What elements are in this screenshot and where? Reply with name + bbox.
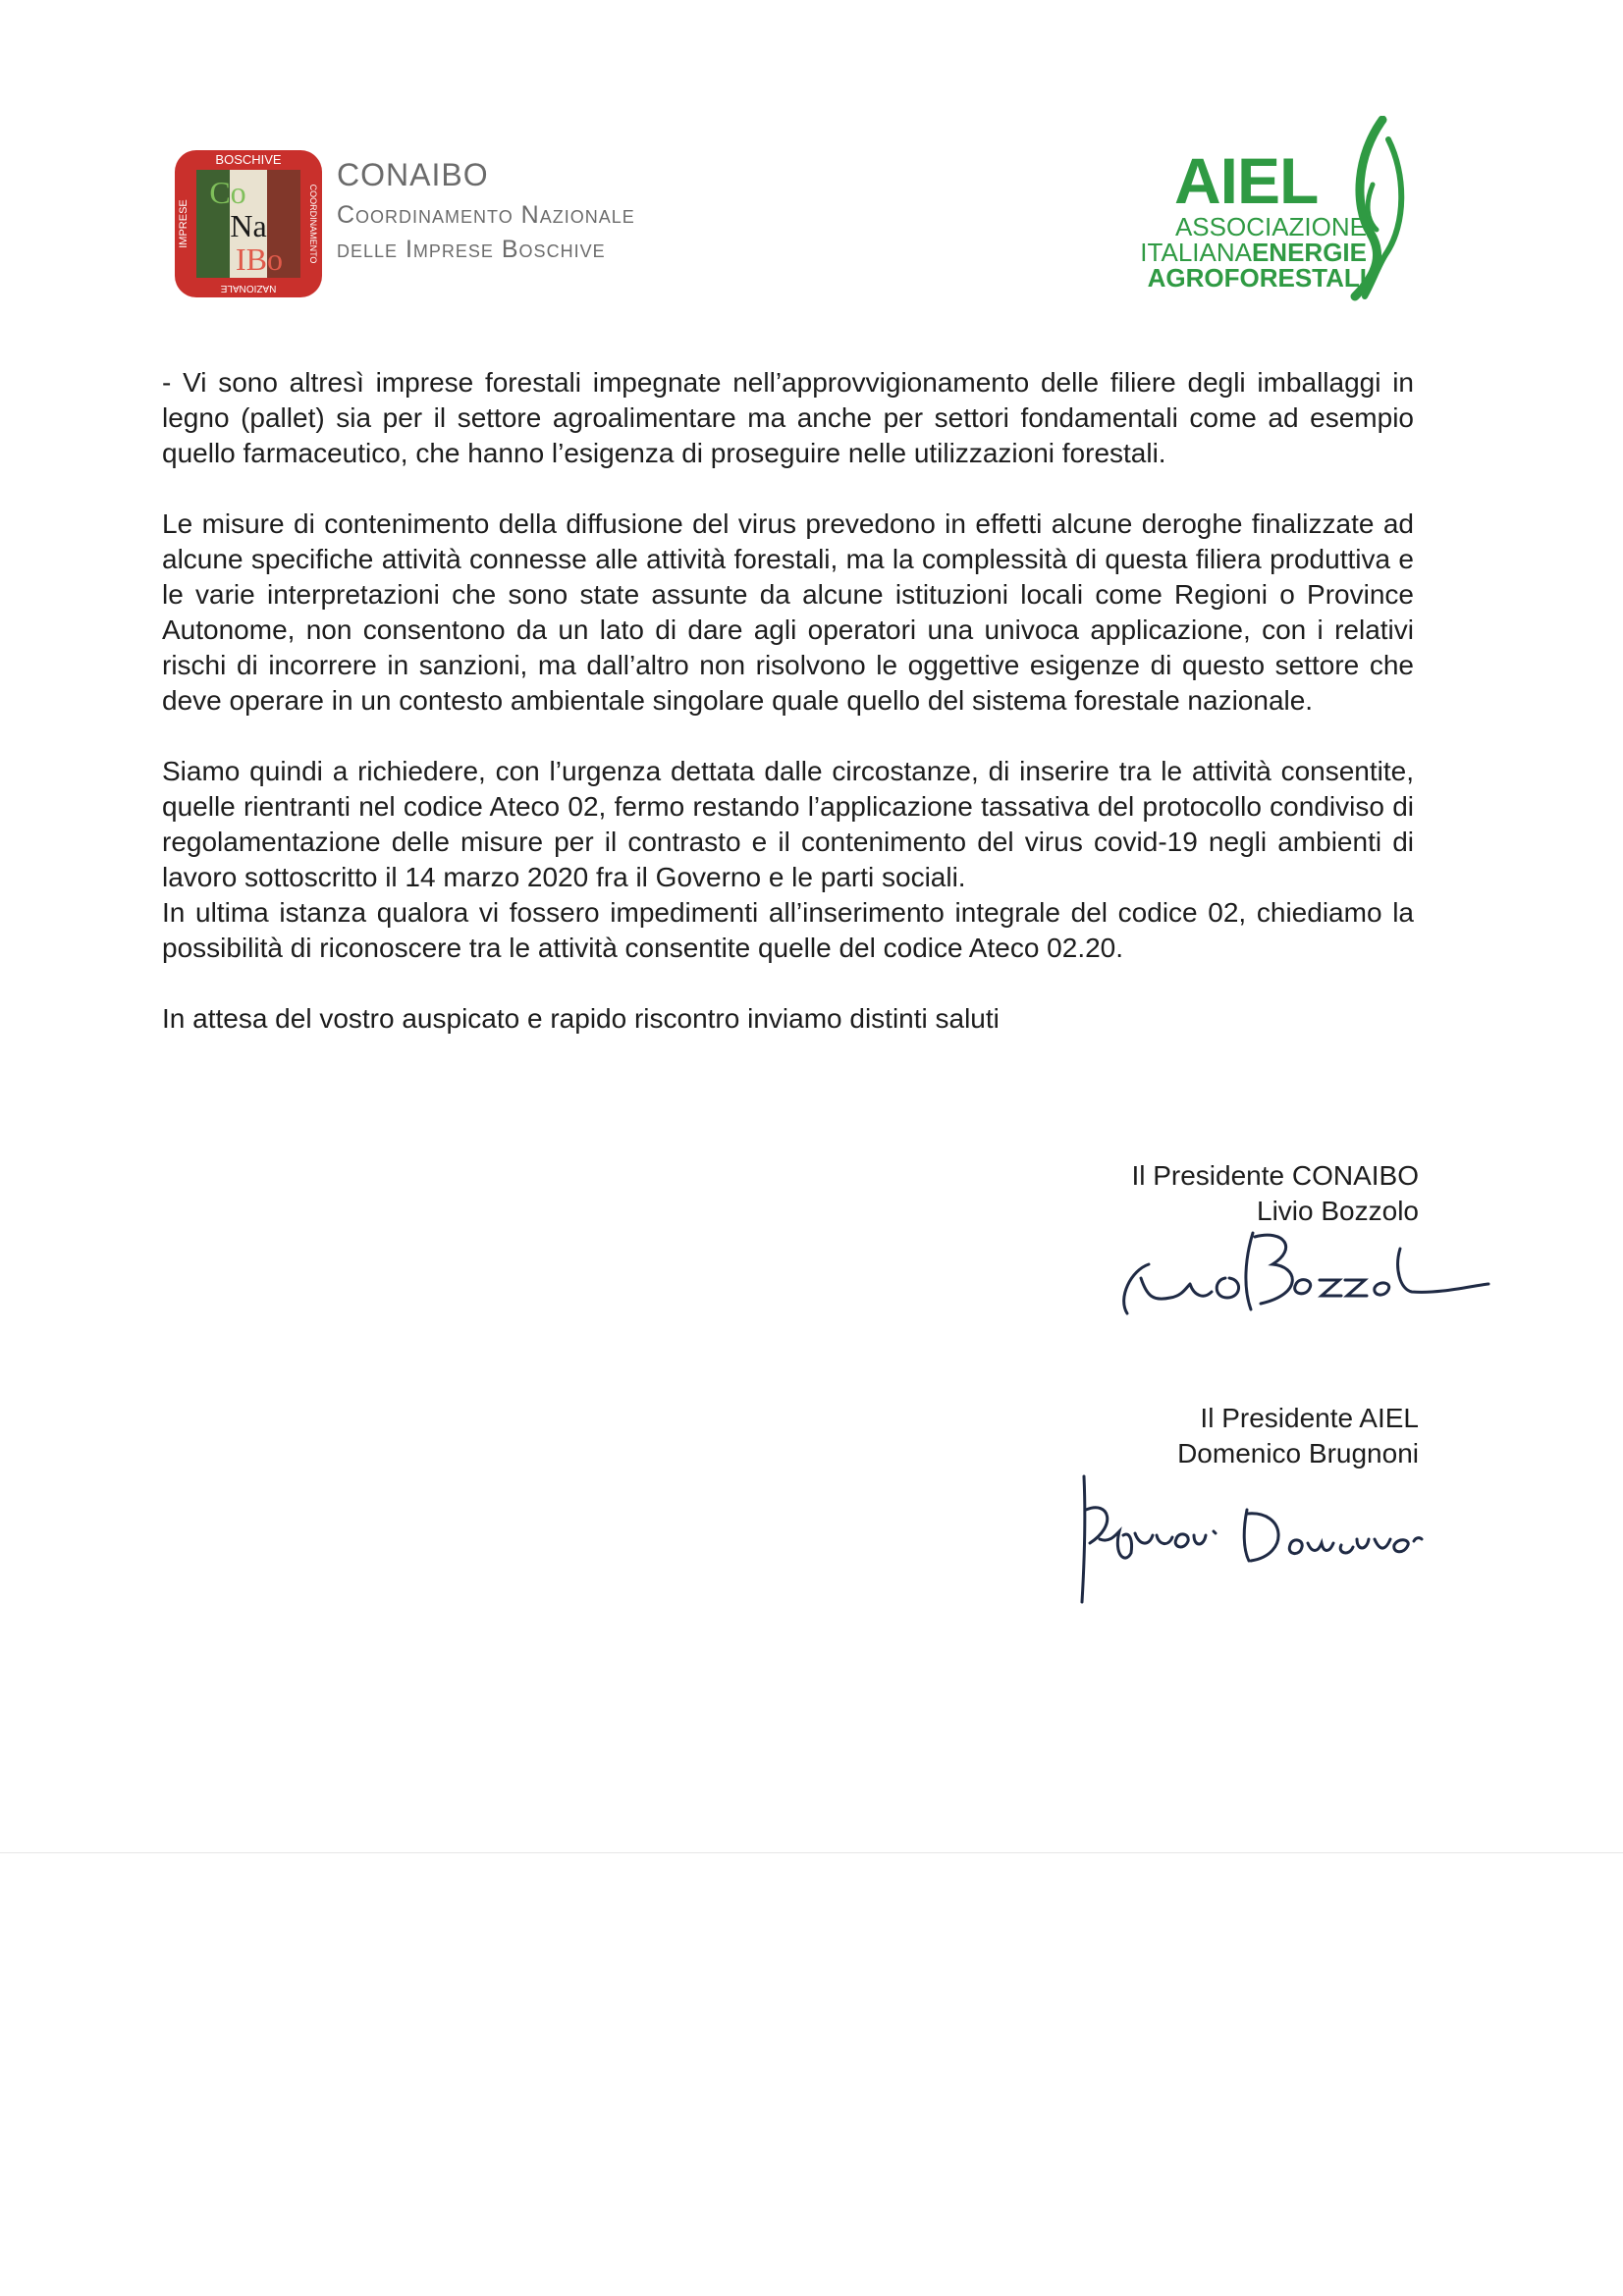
handwritten-signature-conaibo [1088,1219,1490,1327]
signature-title-conaibo: Il Presidente CONAIBO [1131,1160,1419,1191]
logo-right-text: COORDINAMENTO [308,184,318,264]
paragraph-4: In ultima istanza qualora vi fossero impedimenti all’inserimento integrale del codice 02, chiediamo la possibilità di riconoscere tra le attività consentite quelle del codice Ateco 02.20. [162,897,1414,963]
logo-top-text: BOSCHIVE [215,152,282,167]
paragraph-5: In attesa del vostro auspicato e rapido riscontro inviamo distinti saluti [162,1003,1000,1034]
aiel-line2-b: ENERGIE [1251,238,1367,267]
logo-co: Co [209,175,246,210]
logo-na: Na [230,208,267,243]
scan-fold-line [0,1852,1623,1853]
conaibo-name: CONAIBO [337,157,489,192]
handwritten-signature-aiel [1070,1470,1424,1608]
signature-name-conaibo: Livio Bozzolo [1257,1196,1419,1226]
aiel-line2-a: ITALIANA [1140,238,1252,267]
leaf-swoosh-icon [1343,116,1412,302]
conaibo-line2: delle Imprese Boschive [337,236,606,263]
signature-name-aiel: Domenico Brugnoni [1177,1438,1419,1468]
conaibo-line1: Coordinamento Nazionale [337,201,635,229]
paragraph-3: Siamo quindi a richiedere, con l’urgenza dettata dalle circostanze, di inserire tra le attività consentite, quelle rientranti nel codice Ateco 02, fermo restando l’applicazione tassativa del protocollo condiviso di regolamentazione delle misure per il contrasto e il contenimento del virus covid-19 negli ambienti di lavoro sottoscritto il 14 marzo 2020 fra il Governo e le parti sociali. [162,756,1414,892]
logo-left-text: IMPRESE [178,199,189,248]
paragraph-1: - Vi sono altresì imprese forestali impegnate nell’approvvigionamento delle filiere degli imballaggi in legno (pallet) sia per il settore agroalimentare ma anche per settori fondamentali come ad esempio quello farmaceutico, che hanno l’esigenza di proseguire nelle utilizzazioni forestali. [162,367,1414,468]
signature-title-aiel: Il Presidente AIEL [1200,1403,1419,1433]
logo-bottom-text: NAZIONALE [220,283,277,294]
aiel-line3: AGROFORESTALI [1147,263,1367,293]
conaibo-heading [337,157,635,270]
logo-ibo: IBo [236,241,283,277]
aiel-logo [1078,116,1412,302]
conaibo-logo [173,148,324,299]
paragraph-2: Le misure di contenimento della diffusione del virus prevedono in effetti alcune deroghe finalizzate ad alcune specifiche attività connesse alle attività forestali, ma la complessità di questa filiera produttiva e le varie interpretazioni che sono state assunte da alcune istituzioni locali come Regioni o Province Autonome, non consentono da un lato di dare agli operatori una univoca applicazione, con i relativi rischi di incorrere in sanzioni, ma dall’altro non risolvono le oggettive esigenze di questo settore che deve operare in un contesto ambientale singolare quale quello del sistema forestale nazionale. [162,508,1414,716]
aiel-line1: ASSOCIAZIONE [1174,212,1367,241]
aiel-acronym: AIEL [1174,144,1319,217]
letter-body [162,365,1414,1072]
signature-block-aiel [1177,1401,1419,1471]
